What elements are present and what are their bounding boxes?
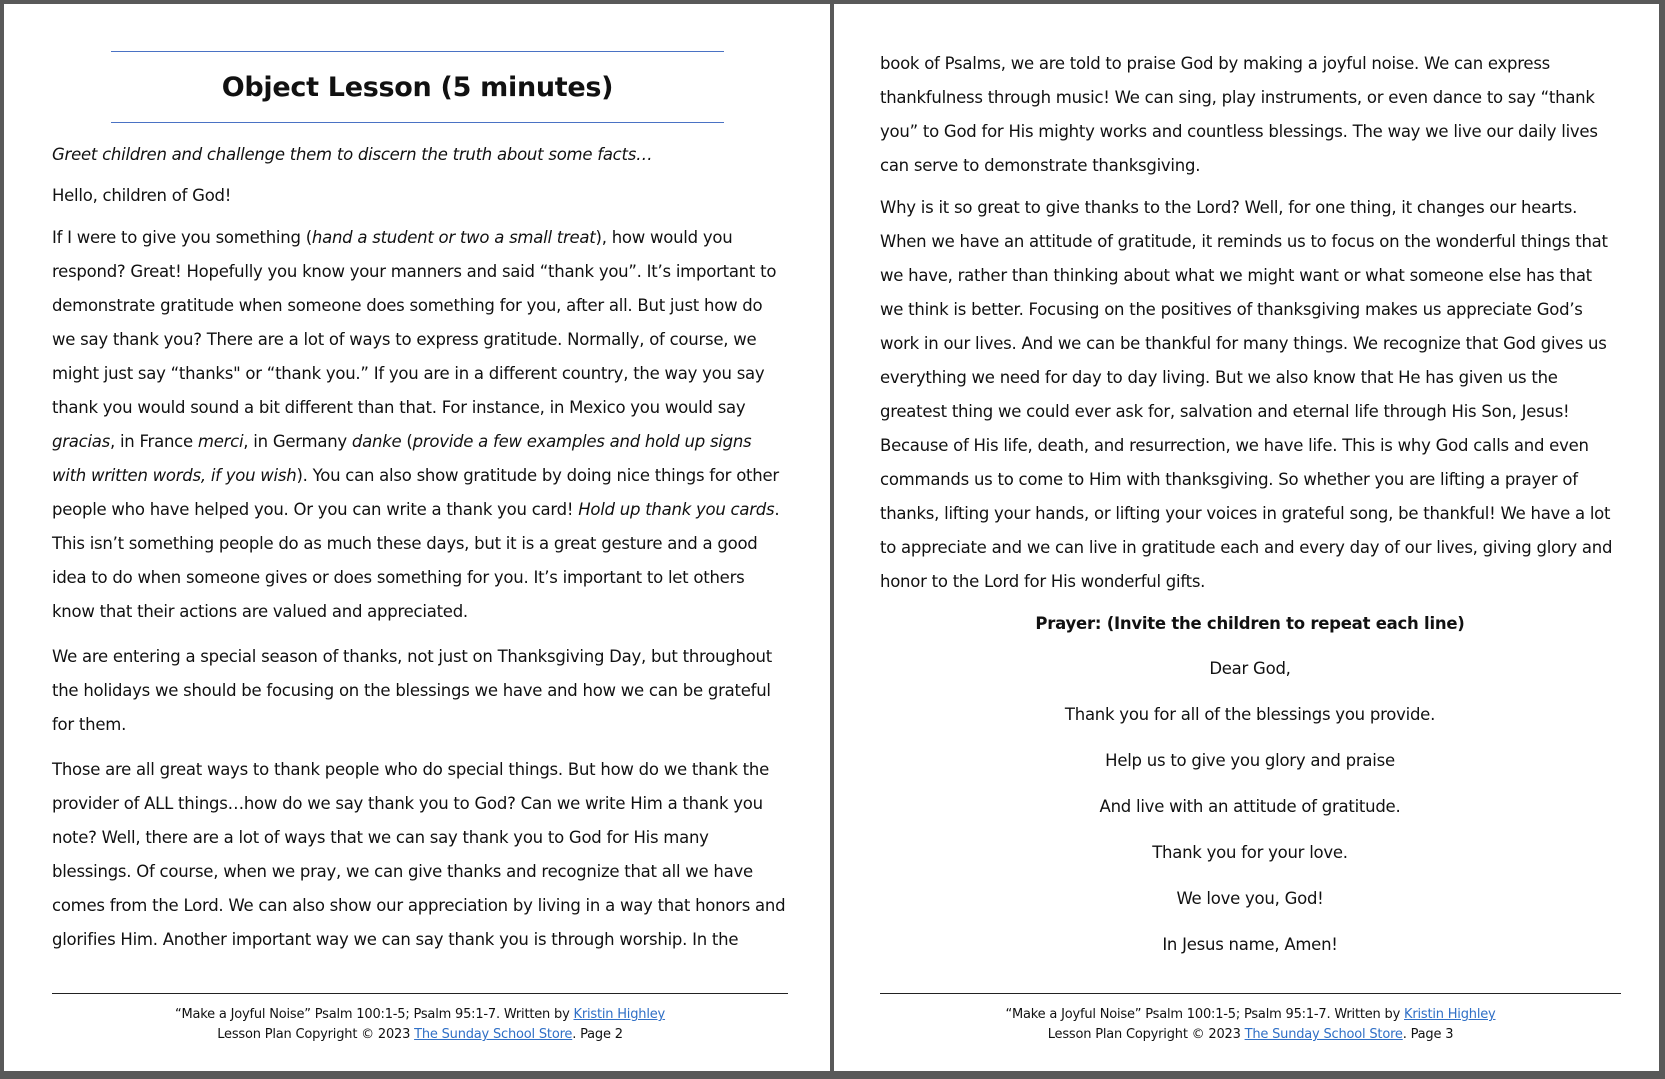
text-run: ), how would you respond? Great! Hopefully you know your manners and said “thank you”. It’s important to demonstrate gratitude when someone does something for you, after all. But just how do we say thank you? There are a lot of ways to express gratitude. Normally, of course, we might just say “thanks" or “thank you.” If you are in a different country, the way you say thank you would sound a bit different than that. For instance, in Mexico you would say bbox=[52, 228, 777, 417]
text-run: . This isn’t something people do as much these days, but it is a great gesture and a good idea to do when someone gives or does something for you. It’s important to let others know that their actions are valued and appreciated. bbox=[52, 500, 780, 621]
prayer-line: Help us to give you glory and praise bbox=[1105, 751, 1395, 770]
prayer-line: Dear God, bbox=[1209, 659, 1291, 678]
right-body bbox=[880, 47, 1620, 974]
store-link[interactable]: The Sunday School Store bbox=[414, 1027, 573, 1042]
intro-instruction: Greet children and challenge them to discern the truth about some facts… bbox=[52, 145, 653, 164]
text-run: ( bbox=[401, 432, 413, 451]
text-run: ). You can also show gratitude by doing nice things for other people who have helped you. Or you can write a thank you card! bbox=[52, 466, 779, 519]
foreign-word: gracias bbox=[52, 432, 110, 451]
section-heading bbox=[111, 51, 724, 123]
season-paragraph: We are entering a special season of thanks, not just on Thanksgiving Day, but throughout the holidays we should be focusing on the blessings we have and how we can be grateful for them. bbox=[52, 647, 772, 734]
greeting-paragraph: Hello, children of God! bbox=[52, 186, 232, 205]
footer-text: Lesson Plan Copyright © 2023 bbox=[217, 1027, 415, 1042]
store-link[interactable]: The Sunday School Store bbox=[1244, 1027, 1403, 1042]
page-footer bbox=[52, 1005, 788, 1045]
prayer-line: And live with an attitude of gratitude. bbox=[1099, 797, 1401, 816]
stage-direction: hand a student or two a small treat bbox=[311, 228, 596, 247]
left-body bbox=[52, 138, 788, 968]
gratitude-paragraph bbox=[52, 221, 788, 629]
author-link[interactable]: Kristin Highley bbox=[1404, 1007, 1496, 1022]
why-thanks-paragraph: Why is it so great to give thanks to the Lord? Well, for one thing, it changes our hearts. When we have an attitude of gratitude, it reminds us to focus on the wonderful things that we have, rather than thinking about what we might want or what someone else has that we think is better. Focusing on the positives of thanksgiving makes us appreciate God’s work in our lives. And we can be thankful for many things. We recognize that God gives us everything we need for day to day living. But we also know that He has given us the greatest thing we could ever ask for, salvation and eternal life through His Son, Jesus! Because of His life, death, and resurrection, we have life. This is why God calls and even commands us to come to Him with thanksgiving. So whether you are lifting a prayer of thanks, lifting your hands, or lifting your voices in grateful song, be thankful! We have a lot to appreciate and we can live in gratitude each and every day of our lives, giving glory and honor to the Lord for His wonderful gifts. bbox=[880, 198, 1613, 591]
footer-line-2 bbox=[880, 1025, 1621, 1045]
page-number: . Page 3 bbox=[1402, 1027, 1454, 1042]
text-run: , in France bbox=[109, 432, 198, 451]
page-2 bbox=[4, 4, 830, 1071]
foreign-word: danke bbox=[351, 432, 402, 451]
prayer bbox=[880, 652, 1620, 962]
prayer-line: In Jesus name, Amen! bbox=[1162, 935, 1338, 954]
psalms-paragraph: book of Psalms, we are told to praise God by making a joyful noise. We can express thankfulness through music! We can sing, play instruments, or even dance to say “thank you” to God for His mighty works and countless blessings. The way we live our daily lives can serve to demonstrate thanksgiving. bbox=[880, 54, 1598, 175]
page-footer bbox=[880, 1005, 1621, 1045]
prayer-line: We love you, God! bbox=[1176, 889, 1324, 908]
page-3 bbox=[834, 4, 1659, 1071]
footer-line-2 bbox=[52, 1025, 788, 1045]
footer-text: Lesson Plan Copyright © 2023 bbox=[1047, 1027, 1245, 1042]
thank-god-paragraph: Those are all great ways to thank people who do special things. But how do we thank the provider of ALL things…how do we say thank you to God? Can we write Him a thank you note? Well, there are a lot of ways that we can say thank you to God for His many blessings. Of course, when we pray, we can give thanks and recognize that all we have comes from the Lord. We can also show our appreciation by living in a way that honors and glorifies Him. Another important way we can say thank you is through worship. In the bbox=[52, 760, 786, 949]
author-link[interactable]: Kristin Highley bbox=[573, 1007, 666, 1022]
prayer-heading: Prayer: (Invite the children to repeat each line) bbox=[1035, 614, 1465, 633]
section-title: Object Lesson (5 minutes) bbox=[221, 71, 614, 103]
prayer-line: Thank you for all of the blessings you provide. bbox=[1064, 705, 1436, 724]
footer-divider bbox=[880, 993, 1621, 994]
page-number: . Page 2 bbox=[572, 1027, 623, 1042]
text-run: , in Germany bbox=[243, 432, 352, 451]
footer-text: “Make a Joyful Noise” Psalm 100:1-5; Psalm 95:1-7. Written by bbox=[174, 1007, 574, 1022]
footer-line-1 bbox=[52, 1005, 788, 1025]
text-run: If I were to give you something ( bbox=[52, 228, 312, 247]
stage-direction: provide a few examples and hold up signs with written words, if you wish bbox=[52, 432, 752, 485]
footer-divider bbox=[52, 993, 788, 994]
footer-line-1 bbox=[880, 1005, 1621, 1025]
foreign-word: merci bbox=[197, 432, 244, 451]
prayer-line: Thank you for your love. bbox=[1152, 843, 1348, 862]
stage-direction: Hold up thank you cards bbox=[578, 500, 775, 519]
footer-text: “Make a Joyful Noise” Psalm 100:1-5; Psalm 95:1-7. Written by bbox=[1005, 1007, 1404, 1022]
